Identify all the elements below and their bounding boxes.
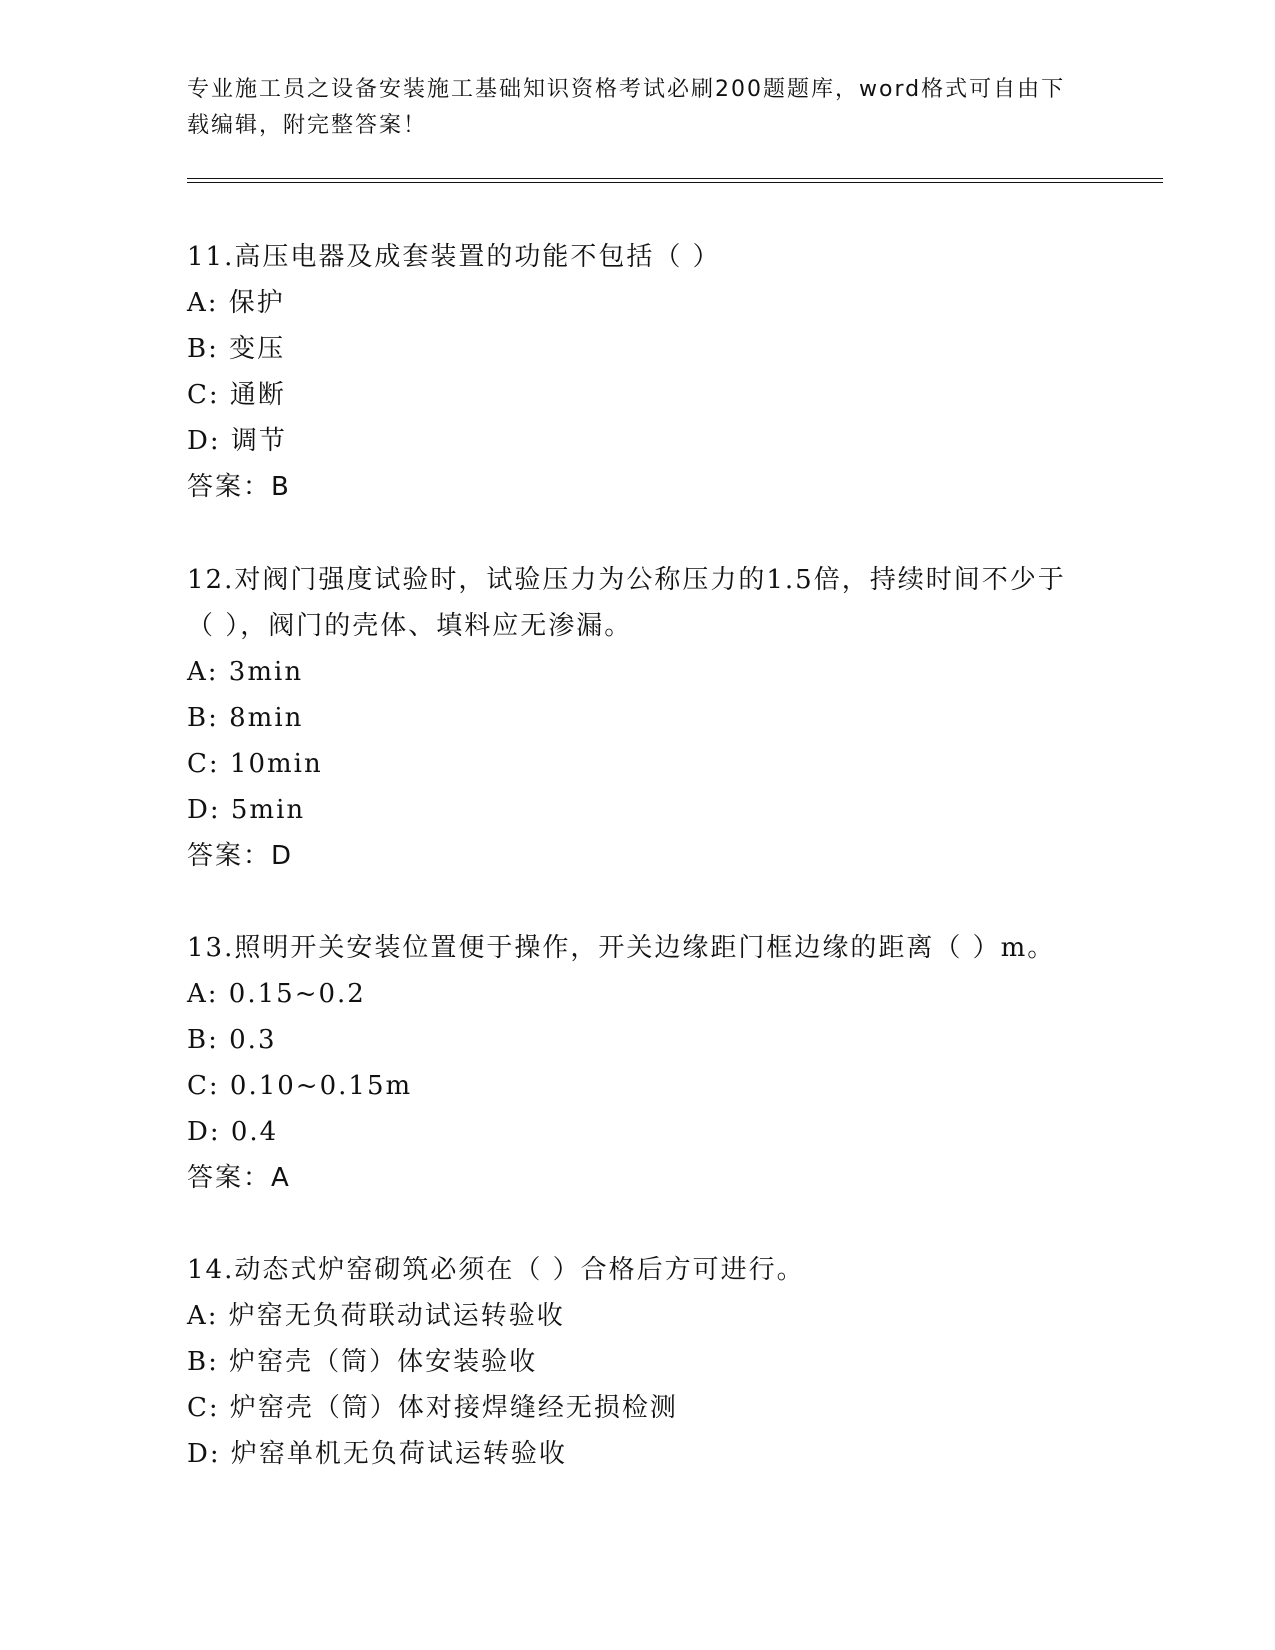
question-12 — [187, 557, 1087, 879]
option-d: D: 0.4 — [187, 1117, 279, 1147]
option-d: D: 5min — [187, 795, 306, 825]
option-a: A: 0.15~0.2 — [187, 979, 366, 1009]
option-b: B: 8min — [187, 703, 304, 733]
question-text: 11.高压电器及成套装置的功能不包括（ ） — [187, 242, 721, 272]
question-11 — [187, 234, 1087, 510]
question-13 — [187, 925, 1087, 1201]
answer: 答案：A — [187, 1163, 291, 1193]
option-b: B: 0.3 — [187, 1025, 277, 1055]
option-b: B: 炉窑壳（筒）体安装验收 — [187, 1347, 538, 1377]
option-a: A: 3min — [187, 657, 304, 687]
option-c: C: 通断 — [187, 380, 286, 410]
option-c: C: 0.10~0.15m — [187, 1071, 413, 1101]
header-divider-bottom — [187, 182, 1163, 183]
option-a: A: 保护 — [187, 288, 285, 318]
document-header: 专业施工员之设备安装施工基础知识资格考试必刷200题题库，word格式可自由下载编辑，附完整答案！ — [187, 77, 1066, 138]
option-c: C: 10min — [187, 749, 323, 779]
header-divider-top — [187, 178, 1163, 179]
answer: 答案：D — [187, 841, 294, 871]
question-text: 13.照明开关安装位置便于操作，开关边缘距门框边缘的距离（ ）m。 — [187, 933, 1056, 963]
option-b: B: 变压 — [187, 334, 286, 364]
question-text: 14.动态式炉窑砌筑必须在（ ）合格后方可进行。 — [187, 1255, 805, 1285]
question-text: 12.对阀门强度试验时，试验压力为公称压力的1.5倍，持续时间不少于（ ），阀门的壳体、填料应无渗漏。 — [187, 565, 1066, 641]
question-14 — [187, 1247, 1087, 1477]
option-d: D: 炉窑单机无负荷试运转验收 — [187, 1439, 567, 1469]
option-a: A: 炉窑无负荷联动试运转验收 — [187, 1301, 565, 1331]
option-d: D: 调节 — [187, 426, 287, 456]
answer: 答案：B — [187, 472, 291, 502]
option-c: C: 炉窑壳（筒）体对接焊缝经无损检测 — [187, 1393, 678, 1423]
